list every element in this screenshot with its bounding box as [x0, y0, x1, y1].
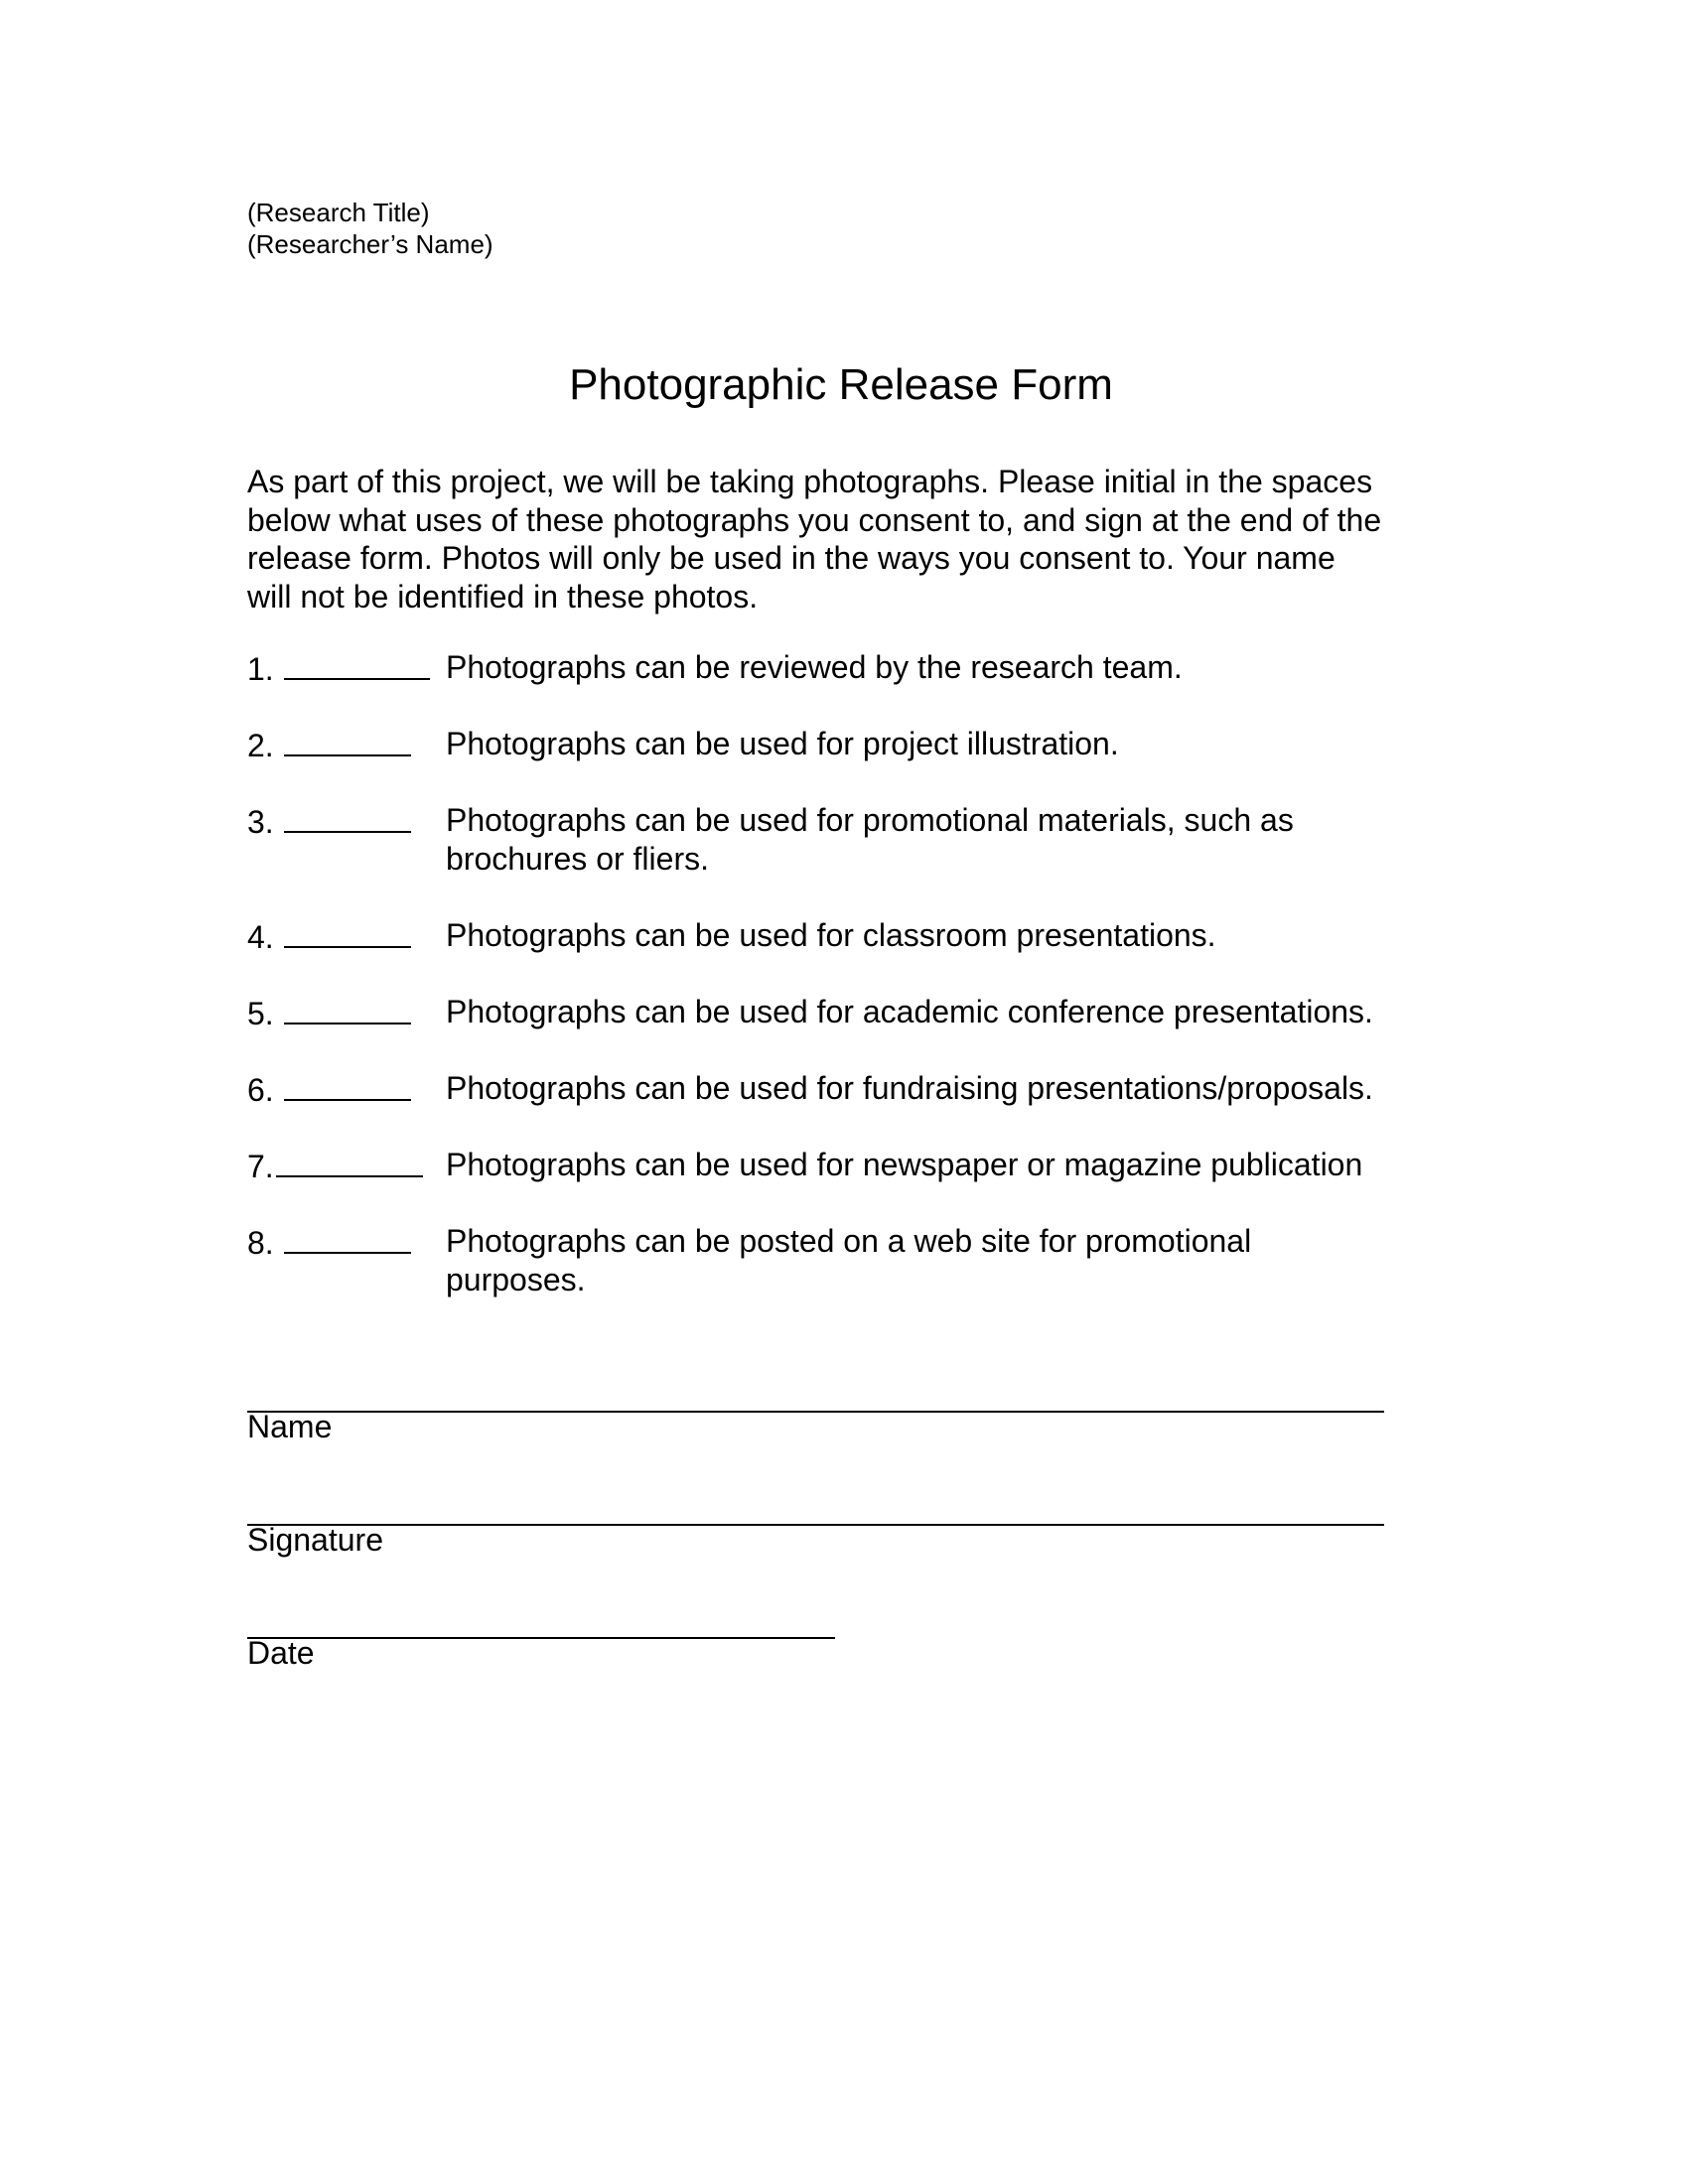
item-text-line: Photographs can be used for fundraising presentations/proposals. — [446, 1070, 1373, 1106]
item-text-line: Photographs can be used for classroom presentations. — [446, 917, 1216, 953]
item-text — [446, 648, 1439, 687]
item-number: 8. — [247, 1222, 411, 1263]
name-label: Name — [247, 1409, 333, 1444]
item-text — [446, 801, 1439, 878]
item-number: 5. — [247, 993, 411, 1033]
initial-field-5[interactable] — [284, 993, 411, 1024]
initial-field-4[interactable] — [284, 916, 411, 948]
initial-field-2[interactable] — [284, 725, 411, 756]
item-number: 4. — [247, 916, 411, 957]
signature-label: Signature — [247, 1522, 383, 1558]
item-text-line: Photographs can be used for promotional materials, such as — [446, 802, 1294, 838]
item-text — [446, 725, 1439, 763]
item-text-line: brochures or fliers. — [446, 840, 709, 877]
item-text — [446, 1222, 1439, 1298]
initial-field-1[interactable] — [284, 648, 430, 680]
researcher-name: (Researcher’s Name) — [247, 229, 493, 259]
form-title-text: Photographic Release Form — [569, 360, 1113, 409]
date-field[interactable] — [247, 1637, 835, 1639]
intro-line: below what uses of these photographs you consent to, and sign at the end of the — [247, 501, 1382, 538]
item-text-line: Photographs can be used for academic conference presentations. — [446, 994, 1373, 1029]
initial-field-8[interactable] — [284, 1222, 411, 1254]
name-field[interactable] — [247, 1411, 1384, 1413]
item-number: 2. — [247, 725, 411, 765]
initial-field-6[interactable] — [284, 1069, 411, 1101]
intro-line: will not be identified in these photos. — [247, 578, 759, 614]
item-text-line: Photographs can be reviewed by the research team. — [446, 649, 1183, 685]
item-text — [446, 1069, 1439, 1108]
research-title: (Research Title) — [247, 198, 430, 227]
item-number: 6. — [247, 1069, 411, 1110]
intro-line: release form. Photos will only be used in the ways you consent to. Your name — [247, 540, 1336, 576]
item-text — [446, 916, 1439, 955]
item-text-line: Photographs can be used for newspaper or magazine publication — [446, 1147, 1363, 1182]
item-text-line: Photographs can be posted on a web site for promotional — [446, 1223, 1252, 1259]
item-number: 3. — [247, 801, 411, 842]
initial-field-3[interactable] — [284, 801, 411, 833]
initial-field-7[interactable] — [276, 1146, 423, 1177]
item-text-line: purposes. — [446, 1261, 586, 1297]
date-label: Date — [247, 1635, 315, 1671]
form-title — [0, 359, 1688, 411]
intro-line: As part of this project, we will be taking photographs. Please initial in the spaces — [247, 464, 1373, 499]
item-text — [446, 1146, 1439, 1184]
item-text-line: Photographs can be used for project illustration. — [446, 726, 1119, 761]
item-number: 1. — [247, 648, 430, 689]
intro-paragraph — [247, 463, 1439, 615]
item-number: 7. — [247, 1146, 423, 1186]
signature-field[interactable] — [247, 1524, 1384, 1526]
document-header — [247, 197, 493, 260]
item-text — [446, 993, 1439, 1031]
